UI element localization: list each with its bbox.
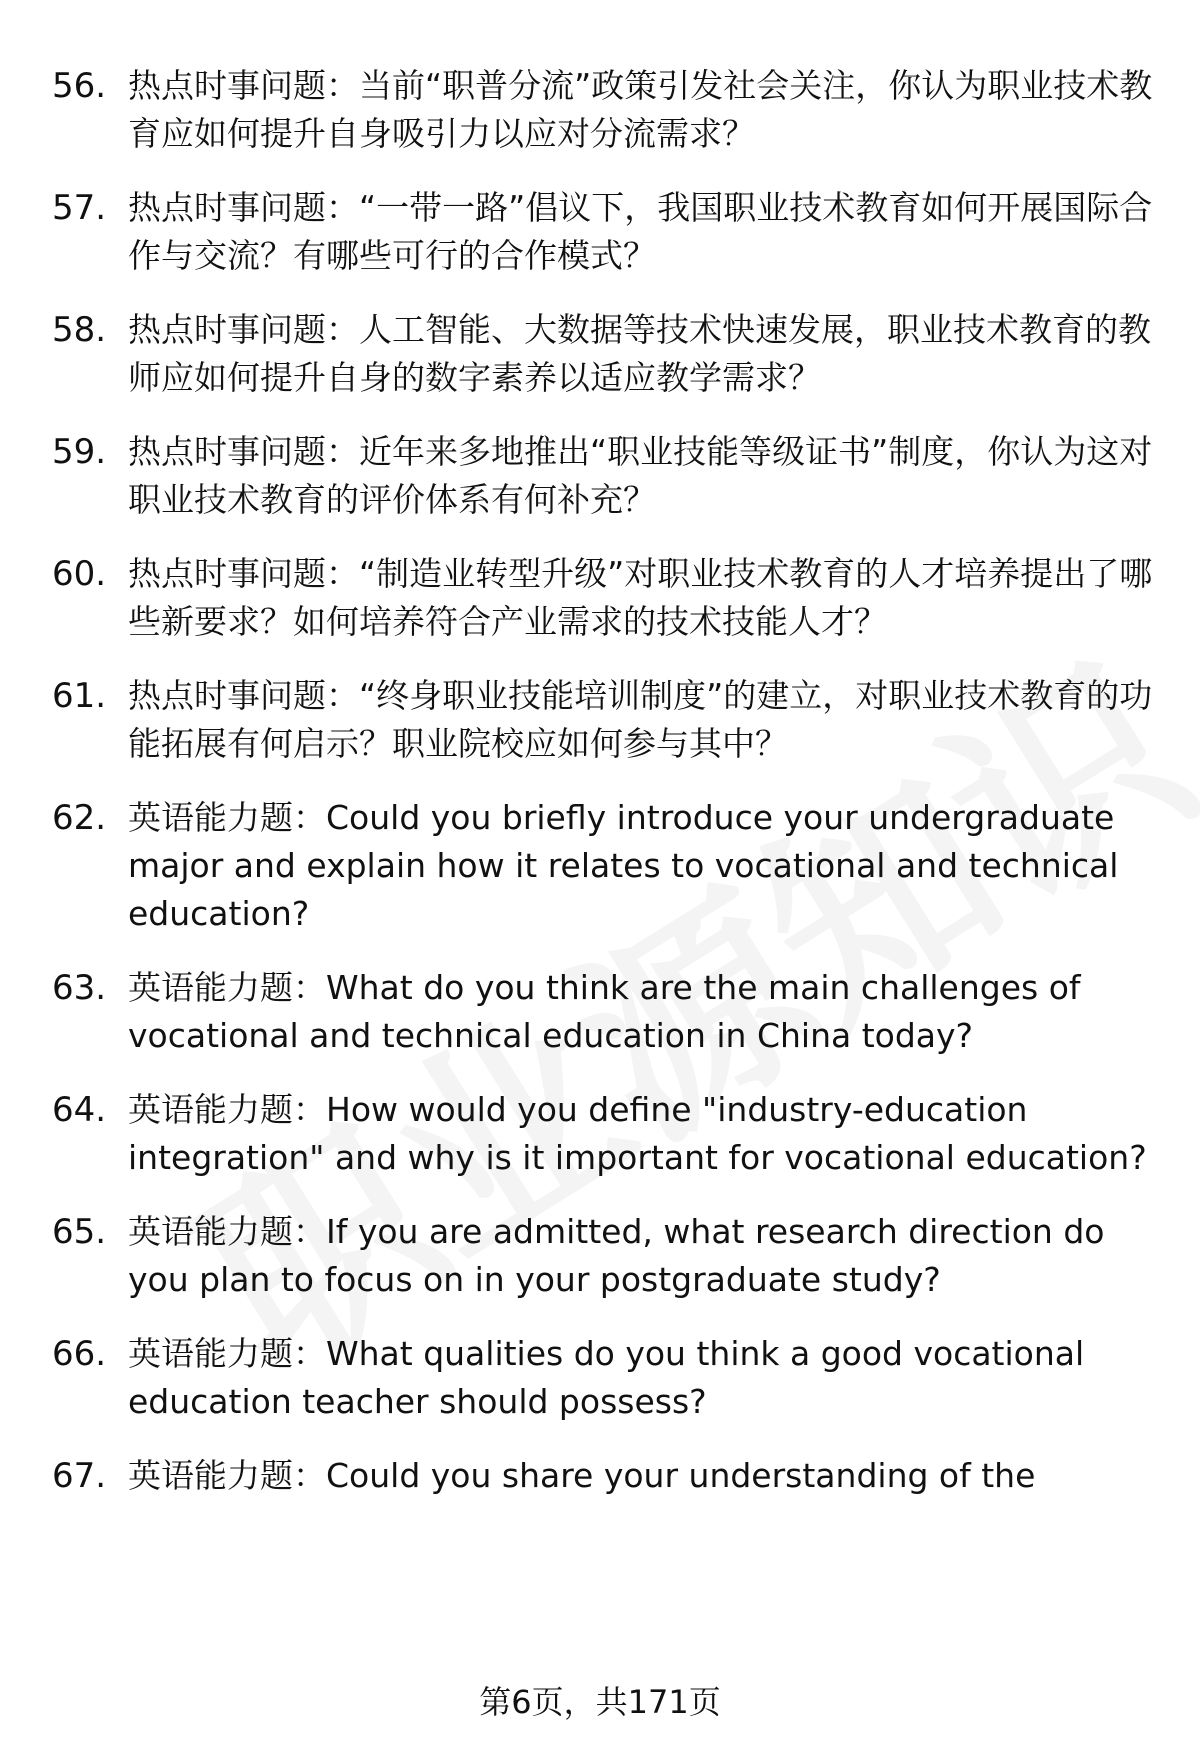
question-item-61 — [0, 672, 1200, 768]
question-text: 热点时事问题：“一带一路”倡议下，我国职业技术教育如何开展国际合作与交流？有哪些可行的合作模式？ — [128, 188, 1153, 275]
question-list — [0, 62, 1200, 1526]
question-text: 热点时事问题：人工智能、大数据等技术快速发展，职业技术教育的教师应如何提升自身的数字素养以适应教学需求？ — [128, 310, 1151, 397]
question-number: 56. — [52, 66, 107, 106]
question-item-65 — [0, 1208, 1200, 1304]
question-item-66 — [0, 1330, 1200, 1426]
question-item-58 — [0, 306, 1200, 402]
question-item-62 — [0, 794, 1200, 938]
question-text: 热点时事问题：近年来多地推出“职业技能等级证书”制度，你认为这对职业技术教育的评价体系有何补充？ — [128, 432, 1153, 519]
question-text: 英语能力题：What qualities do you think a good vocational education teacher should possess? — [128, 1334, 1085, 1421]
question-text: 热点时事问题：“制造业转型升级”对职业技术教育的人才培养提出了哪些新要求？如何培养符合产业需求的技术技能人才？ — [128, 554, 1153, 641]
question-number: 59. — [52, 432, 107, 472]
question-item-67 — [0, 1452, 1200, 1500]
question-number: 60. — [52, 554, 107, 594]
question-text: 英语能力题：If you are admitted, what research direction do you plan to focus on in your postgraduate study? — [128, 1212, 1105, 1299]
question-number: 58. — [52, 310, 107, 350]
question-item-64 — [0, 1086, 1200, 1182]
question-number: 64. — [52, 1090, 107, 1130]
question-number: 67. — [52, 1456, 107, 1496]
question-item-57 — [0, 184, 1200, 280]
question-text: 英语能力题：What do you think are the main challenges of vocational and technical education in China today? — [128, 968, 1081, 1055]
question-number: 66. — [52, 1334, 107, 1374]
question-number: 62. — [52, 798, 107, 838]
question-item-63 — [0, 964, 1200, 1060]
question-text: 热点时事问题：当前“职普分流”政策引发社会关注，你认为职业技术教育应如何提升自身吸引力以应对分流需求？ — [128, 66, 1153, 153]
question-item-59 — [0, 428, 1200, 524]
question-number: 63. — [52, 968, 107, 1008]
question-text: 英语能力题：Could you share your understanding of the — [128, 1456, 1036, 1495]
page-footer: 第6页，共171页 — [479, 1683, 721, 1721]
question-item-60 — [0, 550, 1200, 646]
question-number: 57. — [52, 188, 107, 228]
question-text: 热点时事问题：“终身职业技能培训制度”的建立，对职业技术教育的功能拓展有何启示？职业院校应如何参与其中？ — [128, 676, 1153, 763]
question-number: 61. — [52, 676, 107, 716]
question-item-56 — [0, 62, 1200, 158]
question-number: 65. — [52, 1212, 107, 1252]
question-text: 英语能力题：Could you briefly introduce your undergraduate major and explain how it relates to vocational and technical education? — [128, 798, 1119, 933]
question-text: 英语能力题：How would you define "industry-education integration" and why is it important for vocational education? — [128, 1090, 1147, 1177]
